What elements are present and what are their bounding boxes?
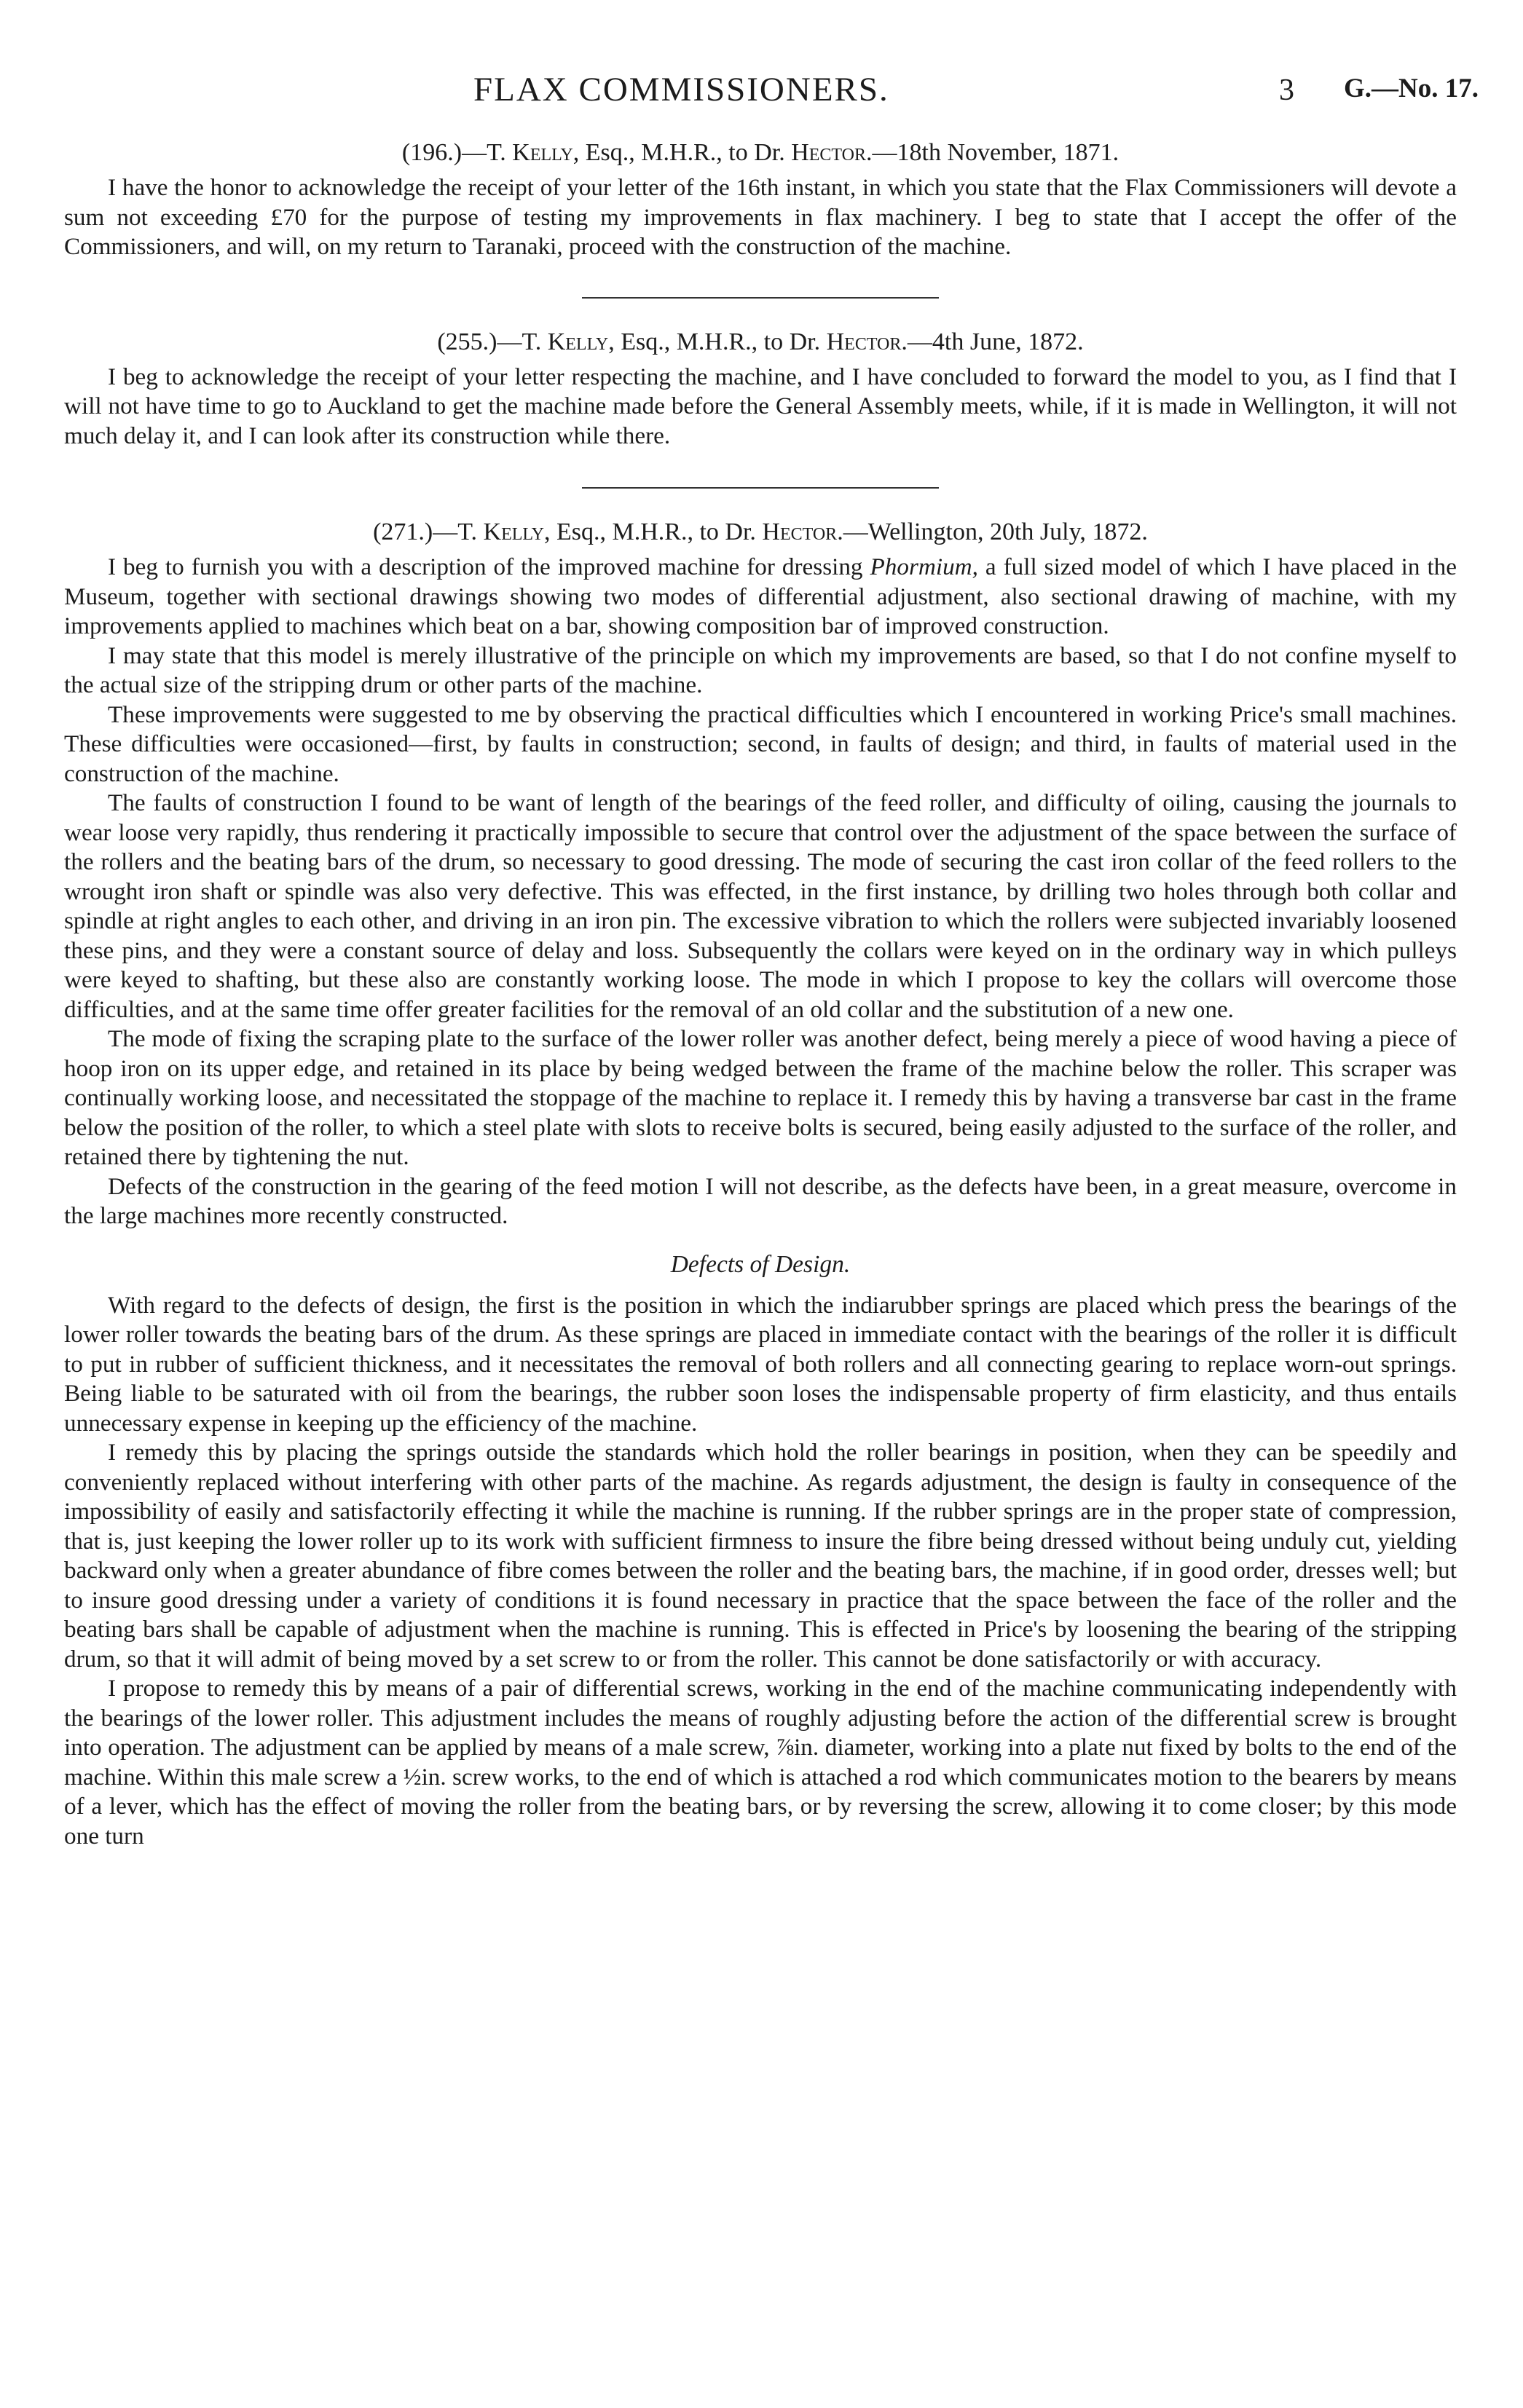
sender-name: T. Kelly [487,139,573,166]
sender-title: , Esq., M.H.R., to Dr. [608,328,827,355]
sender-title: , Esq., M.H.R., to Dr. [572,139,792,166]
paragraph: I may state that this model is merely illustrative of the principle on which my improvements are based, so that I do not confine myself to the actual size of the stripping drum or other parts of the machine. [64,642,1457,698]
letter-number: (196.) [401,139,463,166]
running-title: FLAX COMMISSIONERS. [473,71,889,108]
paragraph: The faults of construction I found to be want of length of the bearings of the feed roller, and difficulty of oiling, causing the journals to wear loose very rapidly, thus rendering it practically impossible to secure that control over the adjustment of the space between the surface of the rollers and the beating bars of the drum, so necessary to good dressing. The mode of securing the cast iron collar of the feed rollers to the wrought iron shaft or spindle was also very defective. This was effected, in the first instance, by drilling two holes through both collar and spindle at right angles to each other, and driving in an iron pin. The excessive vibration to which the rollers were subjected invariably loosened these pins, and they were a constant source of delay and loss. Subsequently the collars were keyed on in the ordinary way in which pulleys were keyed to shafting, but these also are constantly working loose. The mode in which I propose to key the collars will overcome those difficulties, and at the same time offer greater facilities for the removal of an old collar and the substitution of a new one. [64,789,1457,1023]
letter-255 [64,328,1457,451]
paragraph: With regard to the defects of design, the first is the position in which the indiarubber springs are placed which press the bearings of the lower roller towards the beating bars of the drum. As these springs are placed in immediate contact with the bearings of the roller it is difficult to put in rubber of sufficient thickness, and it necessitates the removal of both rollers and all connecting gearing to replace worn-out springs. Being liable to be saturated with oil from the bearings, the rubber soon loses the indispensable property of firm elasticity, and thus entails unnecessary expense in keeping up the efficiency of the machine. [64,1291,1457,1437]
paragraph: I remedy this by placing the springs outside the standards which hold the roller bearings in position, when they can be speedily and conveniently replaced without interfering with other parts of the machine. As regards adjustment, the design is faulty in consequence of the impossibility of easily and satisfactorily effecting it while the machine is running. If the rubber springs are in the proper state of compression, that is, just keeping the lower roller up to its work with sufficient firmness to insure the fibre being dressed without being unduly cut, yielding backward only when a greater abundance of fibre comes between the roller and the beating bars, the machine, if in good order, dresses well; but to insure good dressing under a variety of conditions it is found necessary in practice that the space between the face of the roller and the beating bars shall be capable of adjustment when the machine is running. This is effected in Price's by loosening the bearing of the stripping drum, so that it will admit of being moved by a set screw to or from the roller. This cannot be done satisfactorily or with accuracy. [64,1439,1457,1673]
letter-date: .—4th June, 1872. [901,328,1084,355]
section-divider [582,297,939,299]
letter-271 [64,518,1457,1851]
section-subheading: Defects of Design. [670,1250,851,1278]
letter-196 [64,138,1457,262]
recipient-name: Hector [791,139,866,166]
sender-title: , Esq., M.H.R., to Dr. [543,518,763,545]
paragraph: I beg to acknowledge the receipt of your letter respecting the machine, and I have concluded to forward the model to you, as I find that I will not have time to go to Auckland to get the machine made before the General Assembly meets, while, if it is made in Wellington, it will not much delay it, and I can look after its construction while there. [64,363,1457,449]
letter-number: (271.) [373,518,433,545]
intro-text: I beg to furnish you with a description of the improved machine for dressing [108,553,870,580]
recipient-name: Hector [826,328,902,355]
section-divider [582,487,939,489]
sender-name: T. Kelly [522,328,609,355]
letter-date: .—Wellington, 20th July, 1872. [837,518,1148,545]
letter-heading: (271.)—T. Kelly, Esq., M.H.R., to Dr. Hector.—Wellington, 20th July, 1872. [373,518,1148,545]
page-number: 3 [1279,74,1294,107]
species-name: Phormium, [870,553,978,580]
letter-heading: (196.)—T. Kelly, Esq., M.H.R., to Dr. Hector.—18th November, 1871. [401,139,1119,166]
letter-date: .—18th November, 1871. [866,139,1119,166]
page-header [0,70,1523,114]
sender-name: T. Kelly [457,518,544,545]
paragraph: Defects of the construction in the gearing of the feed motion I will not describe, as the defects have been, in a great measure, overcome in the large machines more recently constructed. [64,1172,1457,1229]
letter-number: (255.) [437,328,497,355]
letter-heading: (255.)—T. Kelly, Esq., M.H.R., to Dr. Hector.—4th June, 1872. [437,328,1084,355]
paragraph: The mode of fixing the scraping plate to the surface of the lower roller was another defect, being merely a piece of wood having a piece of hoop iron on its upper edge, and retained in its place by being wedged between the frame of the machine below the roller. This scraper was continually working loose, and necessitated the stoppage of the machine to replace it. I remedy this by having a transverse bar cast in the frame below the position of the roller, to which a steel plate with slots to receive bolts is secured, being easily adjusted to the surface of the roller, and retained there by tightening the nut. [64,1025,1457,1170]
paragraph: I have the honor to acknowledge the receipt of your letter of the 16th instant, in which you state that the Flax Commissioners will devote a sum not exceeding £70 for the purpose of testing my improvements in flax machinery. I beg to state that I accept the offer of the Commissioners, and will, on my return to Taranaki, proceed with the construction of the machine. [64,174,1457,260]
paragraph: I propose to remedy this by means of a pair of differential screws, working in the end of the machine communicating independently with the bearings of the lower roller. This adjustment includes the means of roughly adjusting before the action of the differential screw is brought into operation. The adjustment can be applied by means of a male screw, ⅞in. diameter, working into a plate nut fixed by bolts to the end of the machine. Within this male screw a ½in. screw works, to the end of which is attached a rod which communicates motion to the bearers by means of a lever, which has the effect of moving the roller from the beating bars, or by reversing the screw, allowing it to come closer; by this mode one turn [64,1675,1457,1850]
paragraph: These improvements were suggested to me by observing the practical difficulties which I encountered in working Price's small machines. These difficulties were occasioned—first, by faults in construction; second, in faults of design; and third, in faults of material used in the construction of the machine. [64,700,1457,787]
document-body [64,138,1457,1851]
document-reference: G.—No. 17. [1344,74,1479,103]
intro-text-continued: a full sized model of which I have placed in the Museum, together with sectional drawings showing two modes of differential adjustment, also sectional drawing of machine, with my improvements applied to machines which beat on a bar, showing composition bar of improved construction. [64,553,1457,639]
paragraph-intro [64,553,1457,642]
recipient-name: Hector [762,518,838,545]
